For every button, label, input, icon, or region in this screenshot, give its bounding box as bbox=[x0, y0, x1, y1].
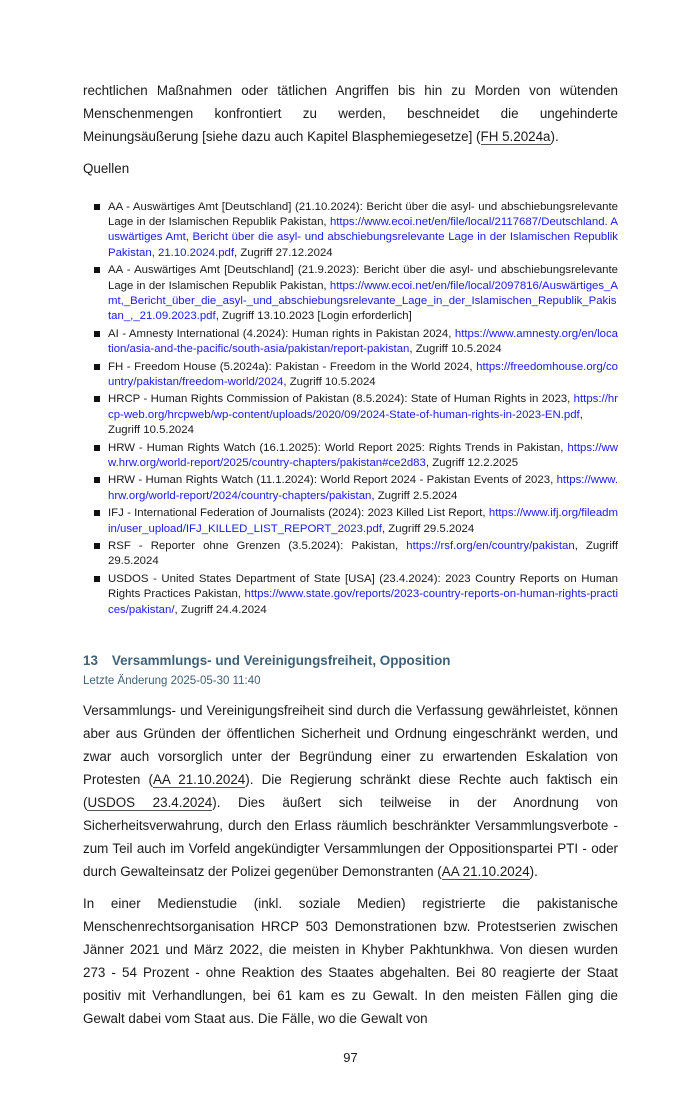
bullet-icon bbox=[94, 576, 100, 582]
bullet-icon bbox=[94, 267, 100, 273]
reference-link[interactable]: https://freedomhouse.org/country/pakistan/freedom-world/2024 bbox=[108, 360, 618, 388]
reference-link[interactable]: https://www.ecoi.net/en/file/local/2097816/Auswärtiges_Amt,_Bericht_über_die_asyl-_und_abschiebungsrelevante_Lage_in_der_Islamischen_Republik_Pakistan_,_21.09.2023.pdf bbox=[108, 279, 618, 322]
reference-link[interactable]: https://www.amnesty.org/en/location/asia-and-the-pacific/south-asia/pakistan/report-pakistan bbox=[108, 327, 618, 355]
reference-item: USDOS - United States Department of State [USA] (23.4.2024): 2023 Country Reports on Human Rights Practices Pakistan, https://www.state.gov/reports/2023-country-reports-on-human-rights-practices/pakistan/, Zugriff 24.4.2024 bbox=[94, 572, 618, 618]
bullet-icon bbox=[94, 331, 100, 337]
paragraph-protests: In einer Medienstudie (inkl. soziale Medien) registrierte die pakistanische Menschenrechtsorganisation HRCP 503 Demonstrationen bzw. Protestserien zwischen Jänner 2021 und März 2022, die meisten in Khyber Pakhtunkhwa. Von diesen wurden 273 - 54 Prozent - ohne Reaktion des Staates abgehalten. Bei 80 reagierte der Staat positiv mit Verhandlungen, bei 61 kam es zu Gewalt. In den meisten Fällen ging die Gewalt dabei vom Staat aus. Die Fälle, wo die Gewalt von bbox=[83, 895, 618, 1026]
sources-label: Quellen bbox=[83, 161, 130, 176]
last-modified: Letzte Änderung 2025-05-30 11:40 bbox=[83, 674, 261, 687]
reference-item: AI - Amnesty International (4.2024): Human rights in Pakistan 2024, https://www.amnesty.org/en/location/asia-and-the-pacific/south-asia/pakistan/report-pakistan, Zugriff 10.5.2024 bbox=[94, 327, 618, 357]
reference-link[interactable]: https://www.ecoi.net/en/file/local/2117687/Deutschland. Auswärtiges Amt, Bericht über die asyl- und abschiebungsrelevante Lage in der Islamischen Republik Pakistan, 21.10.2024.pdf bbox=[108, 216, 618, 259]
paragraph-assembly: Versammlungs- und Vereinigungsfreiheit sind durch die Verfassung gewährleistet, können aber aus Gründen der öffentlichen Sicherheit und Ordnung eingeschränkt werden, und zwar auch vorsorglich unter der Begründung einer zu erwartenden Eskalation von Protesten (AA 21.10.2024). Die Regierung schränkt diese Rechte auch faktisch ein (USDOS 23.4.2024). Dies äußert sich teilweise in der Anordnung von Sicherheitsverwahrung, durch den Erlass räumlich beschränkter Versammlungsverbote - zum Teil auch im Vorfeld angekündigter Versammlungen der Oppositionspartei PTI - oder durch Gewalteinsatz der Polizei gegenüber Demonstranten (AA 21.10.2024). bbox=[83, 702, 618, 879]
reference-link[interactable]: https://www.ifj.org/fileadmin/user_upload/IFJ_KILLED_LIST_REPORT_2023.pdf bbox=[108, 507, 618, 535]
citation-link[interactable]: AA 21.10.2024 bbox=[441, 863, 530, 879]
reference-link[interactable]: https://hrcp-web.org/hrcpweb/wp-content/uploads/2020/09/2024-State-of-human-rights-in-2023-EN.pdf bbox=[108, 393, 618, 421]
bullet-icon bbox=[94, 396, 100, 402]
intro-paragraph: rechtlichen Maßnahmen oder tätlichen Angriffen bis hin zu Morden von wütenden Menschenmengen konfrontiert zu werden, beschneidet die ungehinderte Meinungsäußerung [siehe dazu auch Kapitel Blasphemiegesetze] (FH 5.2024a). bbox=[83, 83, 618, 144]
reference-item: AA - Auswärtiges Amt [Deutschland] (21.10.2024): Bericht über die asyl- und abschiebungsrelevante Lage in der Islamischen Republik Pakistan, https://www.ecoi.net/en/file/local/2117687/Deutschland. Auswärtiges Amt, Bericht über die asyl- und abschiebungsrelevante Lage in der Islamischen Republik Pakistan, 21.10.2024.pdf, Zugriff 27.12.2024 bbox=[94, 200, 618, 261]
bullet-icon bbox=[94, 364, 100, 370]
bullet-icon bbox=[94, 477, 100, 483]
reference-item: AA - Auswärtiges Amt [Deutschland] (21.9.2023): Bericht über die asyl- und abschiebungsrelevante Lage in der Islamischen Republik Pakistan, https://www.ecoi.net/en/file/local/2097816/Auswärtiges_Amt,_Bericht_über_die_asyl-_und_abschiebungsrelevante_Lage_in_der_Islamischen_Republik_Pakistan_,_21.09.2023.pdf, Zugriff 13.10.2023 [Login erforderlich] bbox=[94, 263, 618, 324]
reference-item: IFJ - International Federation of Journalists (2024): 2023 Killed List Report, https://www.ifj.org/fileadmin/user_upload/IFJ_KILLED_LIST_REPORT_2023.pdf, Zugriff 29.5.2024 bbox=[94, 506, 618, 536]
citation-link[interactable]: AA 21.10.2024 bbox=[152, 771, 246, 787]
bullet-icon bbox=[94, 510, 100, 516]
citation-link[interactable]: FH 5.2024a bbox=[480, 129, 551, 144]
reference-link[interactable]: https://rsf.org/en/country/pakistan bbox=[406, 540, 575, 553]
bullet-icon bbox=[94, 445, 100, 451]
bullet-icon bbox=[94, 204, 100, 210]
reference-item: HRW - Human Rights Watch (16.1.2025): World Report 2025: Rights Trends in Pakistan, https://www.hrw.org/world-report/2025/country-chapters/pakistan#ce2d83, Zugriff 12.2.2025 bbox=[94, 441, 618, 471]
page-number: 97 bbox=[343, 1049, 358, 1065]
section-heading: 13 Versammlungs- und Vereinigungsfreiheit, Opposition bbox=[83, 652, 451, 668]
reference-item: HRCP - Human Rights Commission of Pakistan (8.5.2024): State of Human Rights in 2023, https://hrcp-web.org/hrcpweb/wp-content/uploads/2020/09/2024-State-of-human-rights-in-2023-EN.pdf, Zugriff 10.5.2024 bbox=[94, 392, 618, 438]
reference-link[interactable]: https://www.hrw.org/world-report/2024/country-chapters/pakistan bbox=[108, 474, 618, 502]
reference-link[interactable]: https://www.state.gov/reports/2023-country-reports-on-human-rights-practices/pakistan/ bbox=[108, 588, 618, 616]
reference-item: FH - Freedom House (5.2024a): Pakistan - Freedom in the World 2024, https://freedomhouse.org/country/pakistan/freedom-world/2024, Zugriff 10.5.2024 bbox=[94, 360, 618, 390]
citation-link[interactable]: USDOS 23.4.2024 bbox=[87, 794, 213, 810]
reference-list bbox=[94, 200, 618, 618]
reference-item: HRW - Human Rights Watch (11.1.2024): World Report 2024 - Pakistan Events of 2023, https://www.hrw.org/world-report/2024/country-chapters/pakistan, Zugriff 2.5.2024 bbox=[94, 473, 618, 503]
reference-item: RSF - Reporter ohne Grenzen (3.5.2024): Pakistan, https://rsf.org/en/country/pakistan, Zugriff 29.5.2024 bbox=[94, 539, 618, 569]
reference-link[interactable]: https://www.hrw.org/world-report/2025/country-chapters/pakistan#ce2d83 bbox=[108, 441, 618, 469]
bullet-icon bbox=[94, 543, 100, 549]
